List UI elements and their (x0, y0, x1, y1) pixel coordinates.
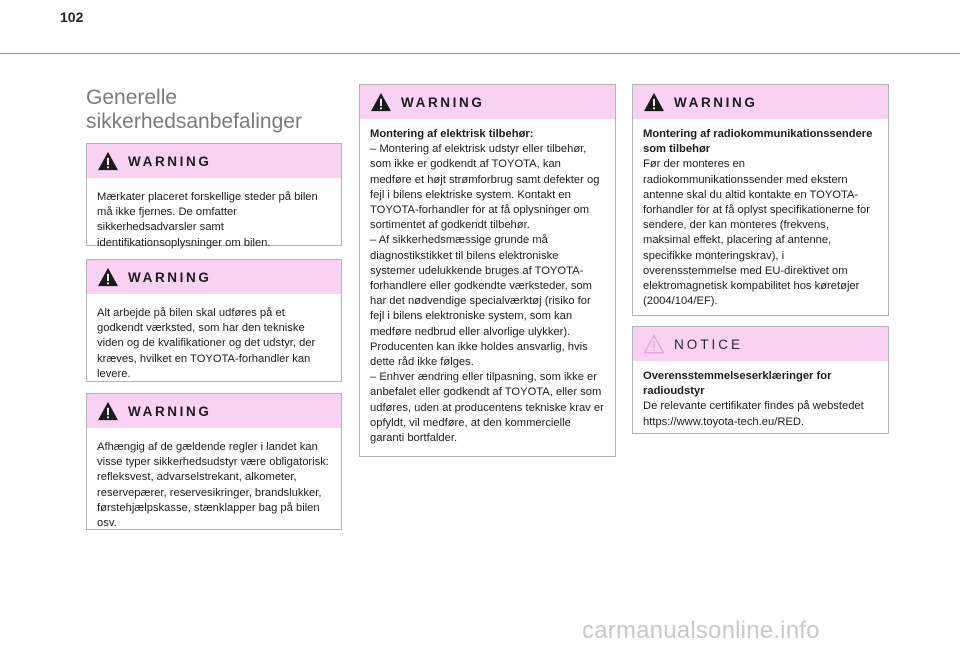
notice-box-radio-declarations (632, 326, 889, 434)
notice-body (633, 361, 888, 440)
warning-box-electrical-accessories (359, 84, 616, 457)
warning-text: Før der monteres en radiokommunikationssender med ekstern antenne skal du altid kontakte en TOYOTA-forhandler for at få oplyst specifikationerne for sendere, der kan monteres (frekvens, maksimal effekt, placering af antenne, specifikke monteringskrav), i overensstemmelse med EU-direktivet om elektromagnetisk kompabilitet hos køretøjer (2004/104/EF). (643, 158, 870, 308)
warning-header (87, 394, 341, 428)
warning-box-safety-equipment (86, 393, 342, 530)
caution-outline-icon (643, 334, 665, 354)
warning-label: WARNING (401, 94, 485, 110)
notice-label: NOTICE (674, 336, 744, 352)
warning-label: WARNING (128, 403, 212, 419)
warning-text: Alt arbejde på bilen skal udføres på et godkendt værksted, som har den tekniske viden og de kvalifikationer og det udstyr, der kræves, hvilket en TOYOTA-forhandler kan levere. (97, 307, 316, 380)
watermark: carmanualsonline.info (582, 617, 820, 644)
warning-box-workshop (86, 259, 342, 382)
header-rule (0, 53, 960, 54)
section-title: Generelle sikkerhedsanbefalinger (86, 86, 302, 133)
warning-paragraph: – Enhver ændring eller tilpasning, som ikke er anbefalet eller godkendt af TOYOTA, eller som udføres, uden at producentens tekniske krav er opfyldt, vil medføre, at den kommercielle garanti bortfalder. (370, 371, 604, 445)
warning-body (360, 119, 615, 456)
warning-label: WARNING (128, 153, 212, 169)
warning-icon (643, 92, 665, 112)
warning-icon (97, 401, 119, 421)
warning-body (87, 428, 341, 541)
warning-paragraph: – Af sikkerhedsmæssige grunde må diagnostikstikket til bilens elektroniske systemer udelukkende bruges af TOYOTA-forhandlere eller godkendte værksteder, som har det nødvendige specialværktøj (risiko for fejl i bilens elektroniske system, som kan medføre nedbrud eller alvorlige ulykker). Producenten kan ikke holdes ansvarlig, hvis dette råd ikke følges. (370, 234, 593, 369)
warning-icon (370, 92, 392, 112)
warning-label: WARNING (128, 269, 212, 285)
warning-text: Afhængig af de gældende regler i landet kan visse typer sikkerhedsudstyr være obligatorisk: refleksvest, advarselstrekant, alkometer, reservepærer, reservesikringer, brandslukker, førstehjælpskasse, stænklapper bag på bilen osv. (97, 441, 329, 530)
warning-text: Mærkater placeret forskellige steder på bilen må ikke fjernes. De omfatter sikkerhedsadvarsler samt identifikationsoplysninger om bilen. (97, 191, 318, 249)
warning-heading: Montering af elektrisk tilbehør: (370, 128, 534, 140)
warning-box-radio-transmitters (632, 84, 889, 316)
warning-header (633, 85, 888, 119)
warning-icon (97, 151, 119, 171)
notice-heading: Overensstemmelseserklæringer for radioudstyr (643, 370, 832, 398)
notice-text: De relevante certifikater findes på webstedet https://www.toyota-tech.eu/RED. (643, 400, 864, 428)
warning-heading: Montering af radiokommunikationssendere som tilbehør (643, 128, 873, 156)
notice-header (633, 327, 888, 361)
warning-box-labels (86, 143, 342, 249)
warning-body (633, 119, 888, 319)
page-number: 102 (60, 9, 84, 25)
warning-body (87, 294, 341, 392)
warning-header (87, 260, 341, 294)
warning-label: WARNING (674, 94, 758, 110)
warning-header (360, 85, 615, 119)
warning-body (87, 178, 341, 261)
warning-paragraph: – Montering af elektrisk udstyr eller tilbehør, som ikke er godkendt af TOYOTA, kan medføre et højt strømforbrug samt defekter og fejl i bilens elektriske system. Kontakt en TOYOTA-forhandler for at få oplysninger om sortimentet af godkendt tilbehør. (370, 143, 600, 232)
warning-icon (97, 267, 119, 287)
warning-header (87, 144, 341, 178)
